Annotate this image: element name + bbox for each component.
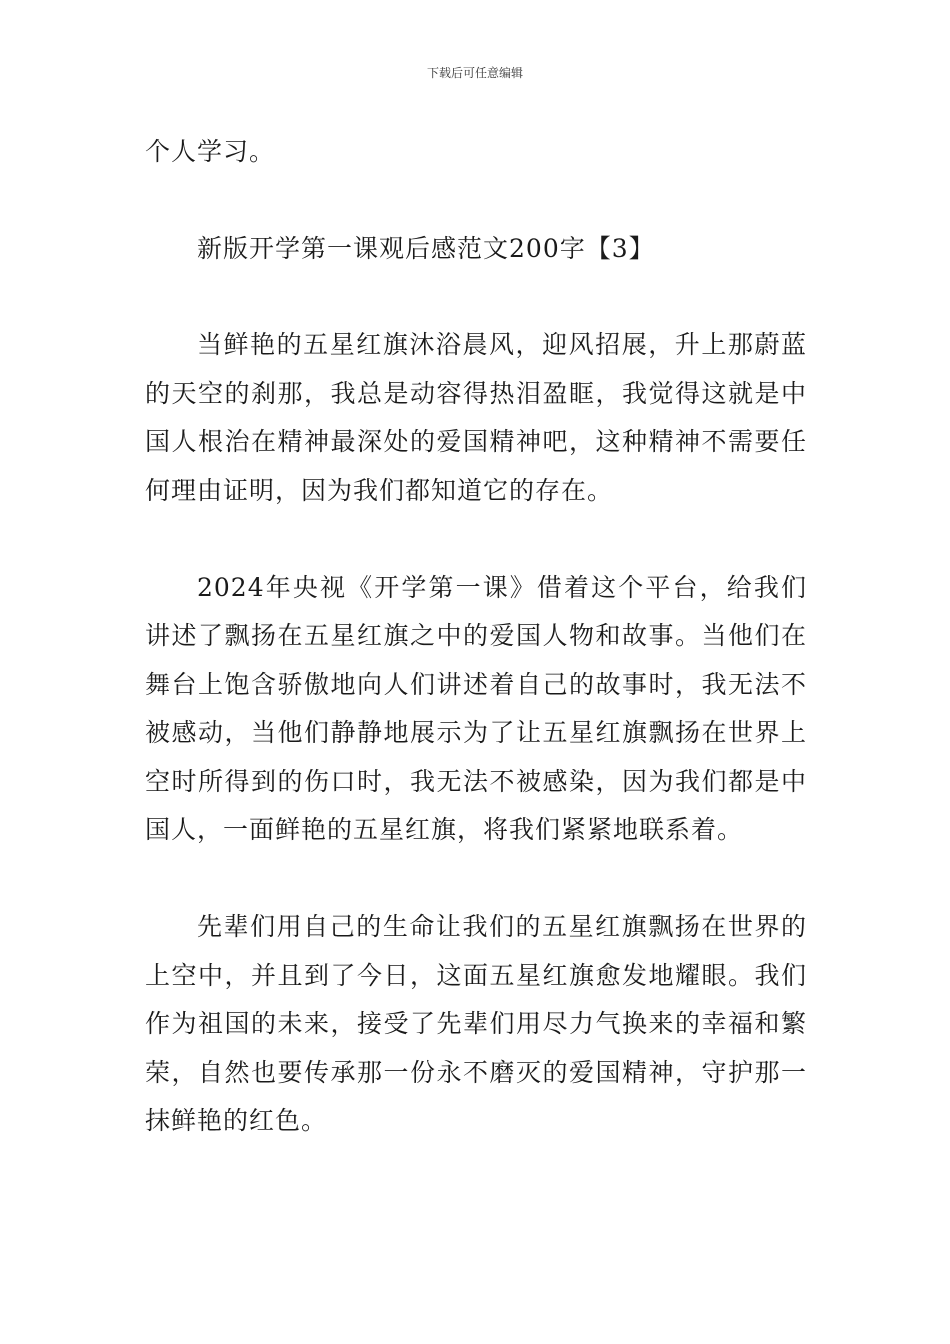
page-header: 下载后可任意编辑 [426, 66, 523, 80]
paragraph-1: 当鲜艳的五星红旗沐浴晨风，迎风招展，升上那蔚蓝的天空的刹那，我总是动容得热泪盈眶，我觉得这就是中国人根治在精神最深处的爱国精神吧，这种精神不需要任何理由证明，因为我们都知道它的存在。 [145, 330, 807, 505]
document-body [145, 128, 807, 1146]
paragraph-3: 先辈们用自己的生命让我们的五星红旗飘扬在世界的上空中，并且到了今日，这面五星红旗愈发地耀眼。我们作为祖国的未来，接受了先辈们用尽力气换来的幸福和繁荣，自然也要传承那一份永不磨灭的爱国精神，守护那一抹鲜艳的红色。 [145, 912, 807, 1135]
section-title: 新版开学第一课观后感范文200字【3】 [197, 233, 655, 263]
intro-tail-text: 个人学习。 [145, 137, 276, 166]
paragraph-2: 2024年央视《开学第一课》借着这个平台，给我们讲述了飘扬在五星红旗之中的爱国人物和故事。当他们在舞台上饱含骄傲地向人们讲述着自己的故事时，我无法不被感动，当他们静静地展示为了让五星红旗飘扬在世界上空时所得到的伤口时，我无法不被感染，因为我们都是中国人，一面鲜艳的五星红旗，将我们紧紧地联系着。 [145, 572, 807, 844]
